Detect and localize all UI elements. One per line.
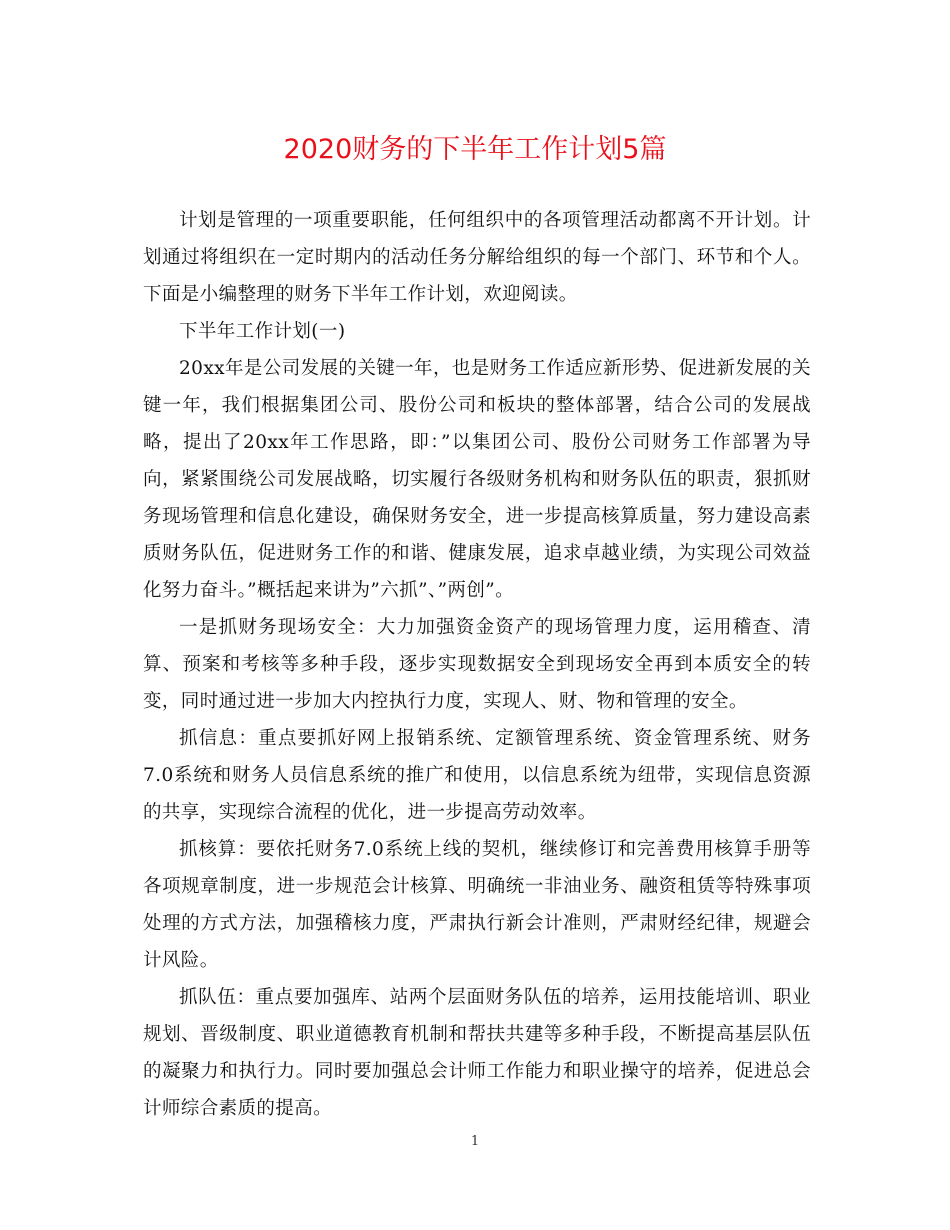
paragraph-intro: 计划是管理的一项重要职能，任何组织中的各项管理活动都离不开计划。计划通过将组织在一定时期内的活动任务分解给组织的每一个部门、环节和个人。下面是小编整理的财务下半年工作计划，欢迎阅读。 [143,210,811,305]
page-number: 1 [470,1134,480,1149]
paragraph-safety: 一是抓财务现场安全：大力加强资金资产的现场管理力度，运用稽查、清算、预案和考核等多种手段，逐步实现数据安全到现场安全再到本质安全的转变，同时通过进一步加大内控执行力度，实现人、财、物和管理的安全。 [143,617,811,712]
paragraph-information: 抓信息：重点要抓好网上报销系统、定额管理系统、资金管理系统、财务7.0系统和财务人员信息系统的推广和使用，以信息系统为纽带，实现信息资源的共享，实现综合流程的优化，进一步提高劳动效率。 [143,728,811,823]
paragraph-accounting: 抓核算：要依托财务7.0系统上线的契机，继续修订和完善费用核算手册等各项规章制度，进一步规范会计核算、明确统一非油业务、融资租赁等特殊事项处理的方式方法，加强稽核力度，严肃执行新会计准则，严肃财经纪律，规避会计风险。 [143,839,811,971]
paragraph-team: 抓队伍：重点要加强库、站两个层面财务队伍的培养，运用技能培训、职业规划、晋级制度、职业道德教育机制和帮扶共建等多种手段，不断提高基层队伍的凝聚力和执行力。同时要加强总会计师工作能力和职业操守的培养，促进总会计师综合素质的提高。 [143,987,811,1119]
document-title: 2020财务的下半年工作计划5篇 [283,134,667,165]
paragraph-overview: 20xx年是公司发展的关键一年，也是财务工作适应新形势、促进新发展的关键一年，我们根据集团公司、股份公司和板块的整体部署，结合公司的发展战略，提出了20xx年工作思路，即：”以集团公司、股份公司财务工作部署为导向，紧紧围绕公司发展战略，切实履行各级财务机构和财务队伍的职责，狠抓财务现场管理和信息化建设，确保财务安全，进一步提高核算质量，努力建设高素质财务队伍，促进财务工作的和谐、健康发展，追求卓越业绩，为实现公司效益化努力奋斗。”概括起来讲为”六抓”、”两创”。 [143,358,811,601]
section-heading: 下半年工作计划(一) [179,321,346,342]
document-body [143,202,811,1127]
